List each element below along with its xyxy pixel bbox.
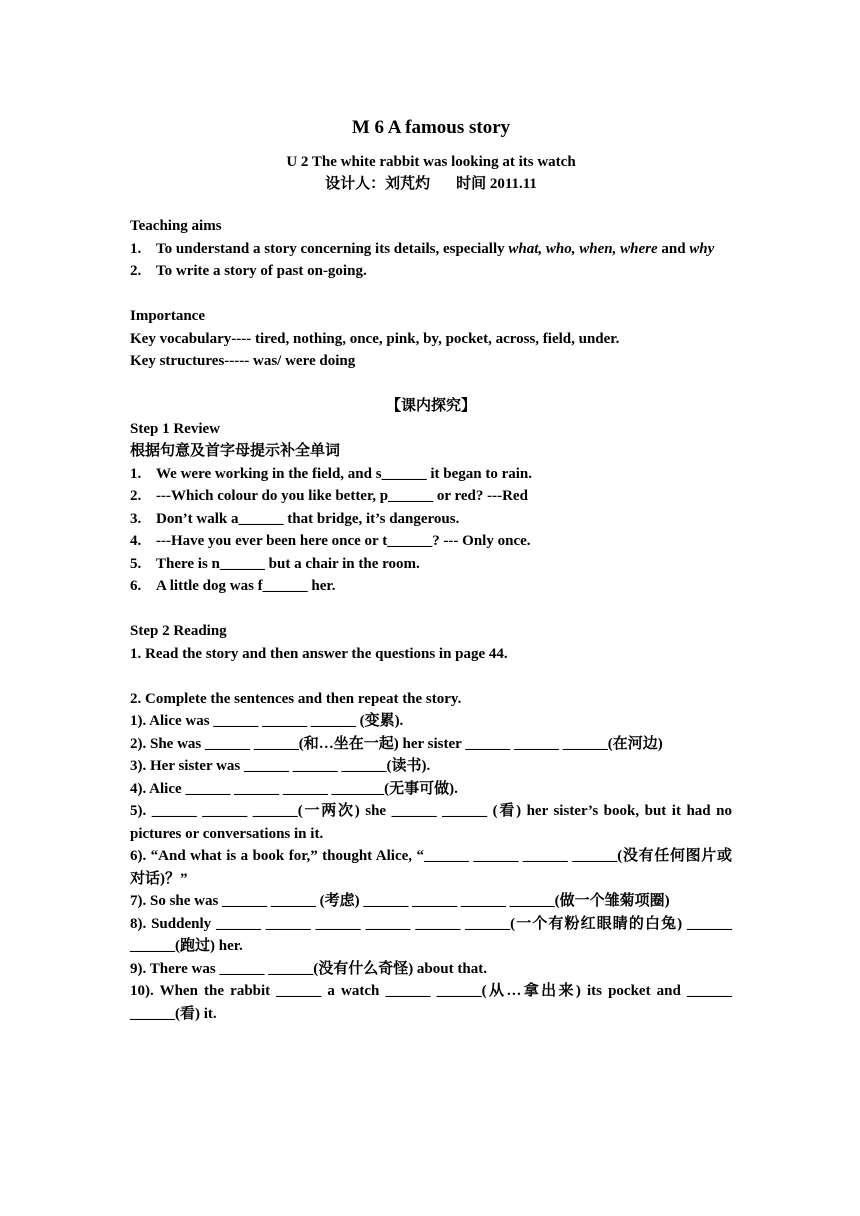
unit-subtitle: U 2 The white rabbit was looking at its watch [286, 154, 576, 170]
sentence-5: 5). ______ ______ ______(一两次) she ______ ______ (看) her sister’s book, but it had no pictures or conversations in it. [130, 803, 732, 842]
item-text: There is n______ but a chair in the room. [156, 555, 420, 572]
item-text: A little dog was f______ her. [156, 578, 336, 594]
aim-italic-2: why [689, 240, 715, 257]
list-item [130, 530, 732, 553]
designer-date: 时间 2011.11 [456, 176, 537, 192]
sentence-2: 2). She was ______ ______(和…坐在一起) her sister ______ ______ ______(在河边) [130, 735, 663, 752]
item-text: ---Have you ever been here once or t______? --- Only once. [156, 533, 531, 549]
list-item [130, 508, 732, 531]
item-number: 6. [130, 578, 142, 594]
item-text [156, 238, 732, 261]
item-text: Don’t walk a______ that bridge, it’s dangerous. [156, 510, 460, 527]
key-structures: Key structures----- was/ were doing [130, 353, 356, 369]
step1-instruction: 根据句意及首字母提示补全单词 [130, 443, 341, 459]
sentence-8: 8). Suddenly ______ ______ ______ ______ ______ ______(一个有粉红眼睛的白兔) ______ ______(跑过) her. [130, 915, 732, 954]
teaching-aims-heading: Teaching aims [130, 218, 222, 234]
document-title: M 6 A famous story [351, 117, 511, 138]
step2-task-1: 1. Read the story and then answer the questions in page 44. [130, 645, 508, 662]
list-item [130, 575, 732, 598]
sentence-10: 10). When the rabbit ______ a watch ______ ______(从…拿出来) its pocket and ______ ______(看) it. [130, 983, 732, 1022]
designer-line [130, 173, 732, 195]
sentence-1: 1). Alice was ______ ______ ______ (变累). [130, 713, 404, 729]
item-number: 1. [130, 240, 142, 257]
step1-heading: Step 1 Review [130, 420, 220, 437]
aim-text: To understand a story concerning its details, especially [156, 240, 509, 257]
aim-italic: what, who, when, where [508, 240, 658, 257]
sentence-3: 3). Her sister was ______ ______ ______(读书). [130, 758, 431, 774]
list-item [130, 260, 732, 283]
list-item [130, 485, 732, 508]
item-number: 5. [130, 555, 142, 572]
list-item [130, 238, 732, 261]
item-number: 2. [130, 263, 142, 279]
step1-list [130, 463, 732, 598]
designer-label: 设计人：刘芃灼 [325, 176, 431, 192]
key-vocabulary: Key vocabulary---- tired, nothing, once, pink, by, pocket, across, field, under. [130, 330, 620, 347]
worksheet-page [130, 116, 732, 1025]
importance-heading: Importance [130, 308, 205, 324]
list-item [130, 553, 732, 576]
teaching-aims-list [130, 238, 732, 283]
item-number: 2. [130, 488, 142, 504]
item-text: To write a story of past on-going. [156, 263, 367, 279]
step2-heading: Step 2 Reading [130, 623, 227, 639]
item-number: 3. [130, 510, 142, 527]
sentence-7: 7). So she was ______ ______ (考虑) ______ ______ ______ ______(做一个雏菊项圈) [130, 893, 670, 909]
item-number: 1. [130, 465, 142, 482]
sentence-6: 6). “And what is a book for,” thought Alice, “______ ______ ______ ______(没有任何图片或对话)？” [130, 848, 732, 887]
step2-task-2: 2. Complete the sentences and then repeat the story. [130, 690, 462, 707]
list-item [130, 463, 732, 486]
item-number: 4. [130, 533, 142, 549]
item-text: We were working in the field, and s______ it began to rain. [156, 465, 532, 482]
section-title: 【课内探究】 [385, 398, 476, 414]
sentence-9: 9). There was ______ ______(没有什么奇怪) about that. [130, 960, 487, 977]
aim-mid: and [657, 240, 690, 257]
item-text: ---Which colour do you like better, p______ or red? ---Red [156, 488, 528, 504]
sentence-4: 4). Alice ______ ______ ______ _______(无事可做). [130, 780, 458, 797]
